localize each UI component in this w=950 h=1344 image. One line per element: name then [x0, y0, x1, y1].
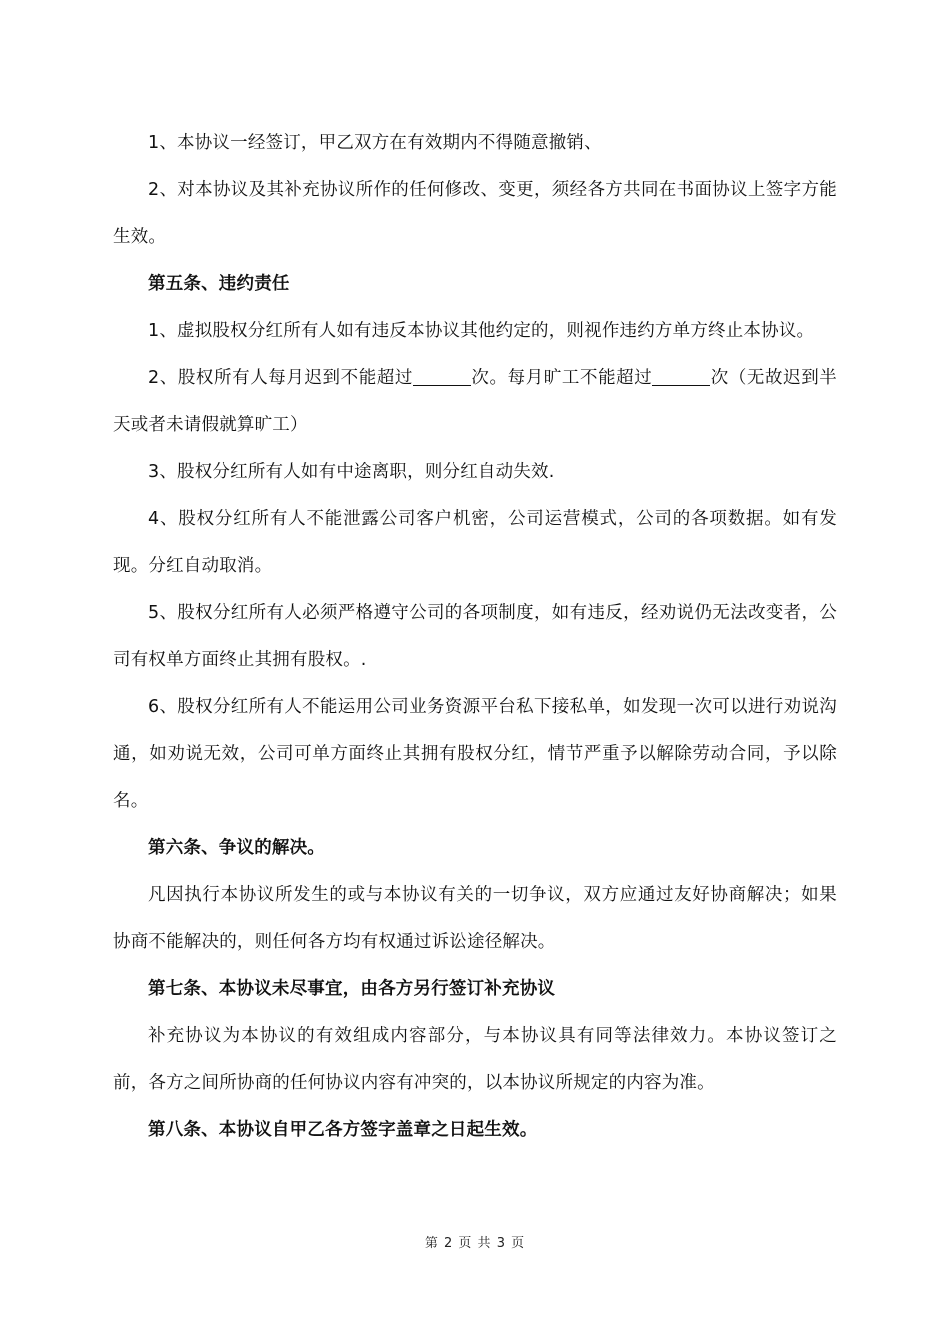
clause-paragraph: 6、股权分红所有人不能运用公司业务资源平台私下接私单，如发现一次可以进行劝说沟通，如劝说无效，公司可单方面终止其拥有股权分红，情节严重予以解除劳动合同，予以除名。 — [113, 697, 837, 811]
clause-text-part: 2、股权所有人每月迟到不能超过 — [148, 368, 414, 388]
fill-in-blank[interactable] — [413, 367, 471, 386]
section-heading: 第八条、本协议自甲乙各方签字盖章之日起生效。 — [148, 1120, 538, 1140]
clause-paragraph: 凡因执行本协议所发生的或与本协议有关的一切争议，双方应通过友好协商解决；如果协商不能解决的，则任何各方均有权通过诉讼途径解决。 — [113, 885, 837, 952]
fill-in-blank[interactable] — [652, 367, 710, 386]
section-heading: 第六条、争议的解决。 — [148, 838, 325, 858]
clause-paragraph: 3、股权分红所有人如有中途离职，则分红自动失效. — [148, 462, 555, 482]
clause-paragraph: 1、虚拟股权分红所有人如有违反本协议其他约定的，则视作违约方单方终止本协议。 — [148, 321, 815, 341]
clause-paragraph: 2、对本协议及其补充协议所作的任何修改、变更，须经各方共同在书面协议上签字方能生效。 — [113, 180, 837, 247]
clause-paragraph: 4、股权分红所有人不能泄露公司客户机密，公司运营模式，公司的各项数据。如有发现。分红自动取消。 — [113, 509, 837, 576]
section-heading: 第五条、违约责任 — [148, 274, 290, 294]
clause-text-part: 次。每月旷工不能超过 — [471, 368, 653, 388]
document-body — [113, 120, 837, 1154]
page-number-footer: 第 2 页 共 3 页 — [424, 1236, 526, 1251]
clause-paragraph: 5、股权分红所有人必须严格遵守公司的各项制度，如有违反，经劝说仍无法改变者，公司有权单方面终止其拥有股权。. — [113, 603, 837, 670]
clause-text-part: 次（无故迟到半天或者未请假就算旷工） — [113, 368, 838, 435]
clause-paragraph-with-blanks — [113, 355, 837, 449]
clause-paragraph: 补充协议为本协议的有效组成内容部分，与本协议具有同等法律效力。本协议签订之前，各方之间所协商的任何协议内容有冲突的，以本协议所规定的内容为准。 — [113, 1026, 837, 1093]
clause-paragraph: 1、本协议一经签订，甲乙双方在有效期内不得随意撤销、 — [148, 133, 602, 153]
section-heading: 第七条、本协议未尽事宜，由各方另行签订补充协议 — [148, 979, 556, 999]
